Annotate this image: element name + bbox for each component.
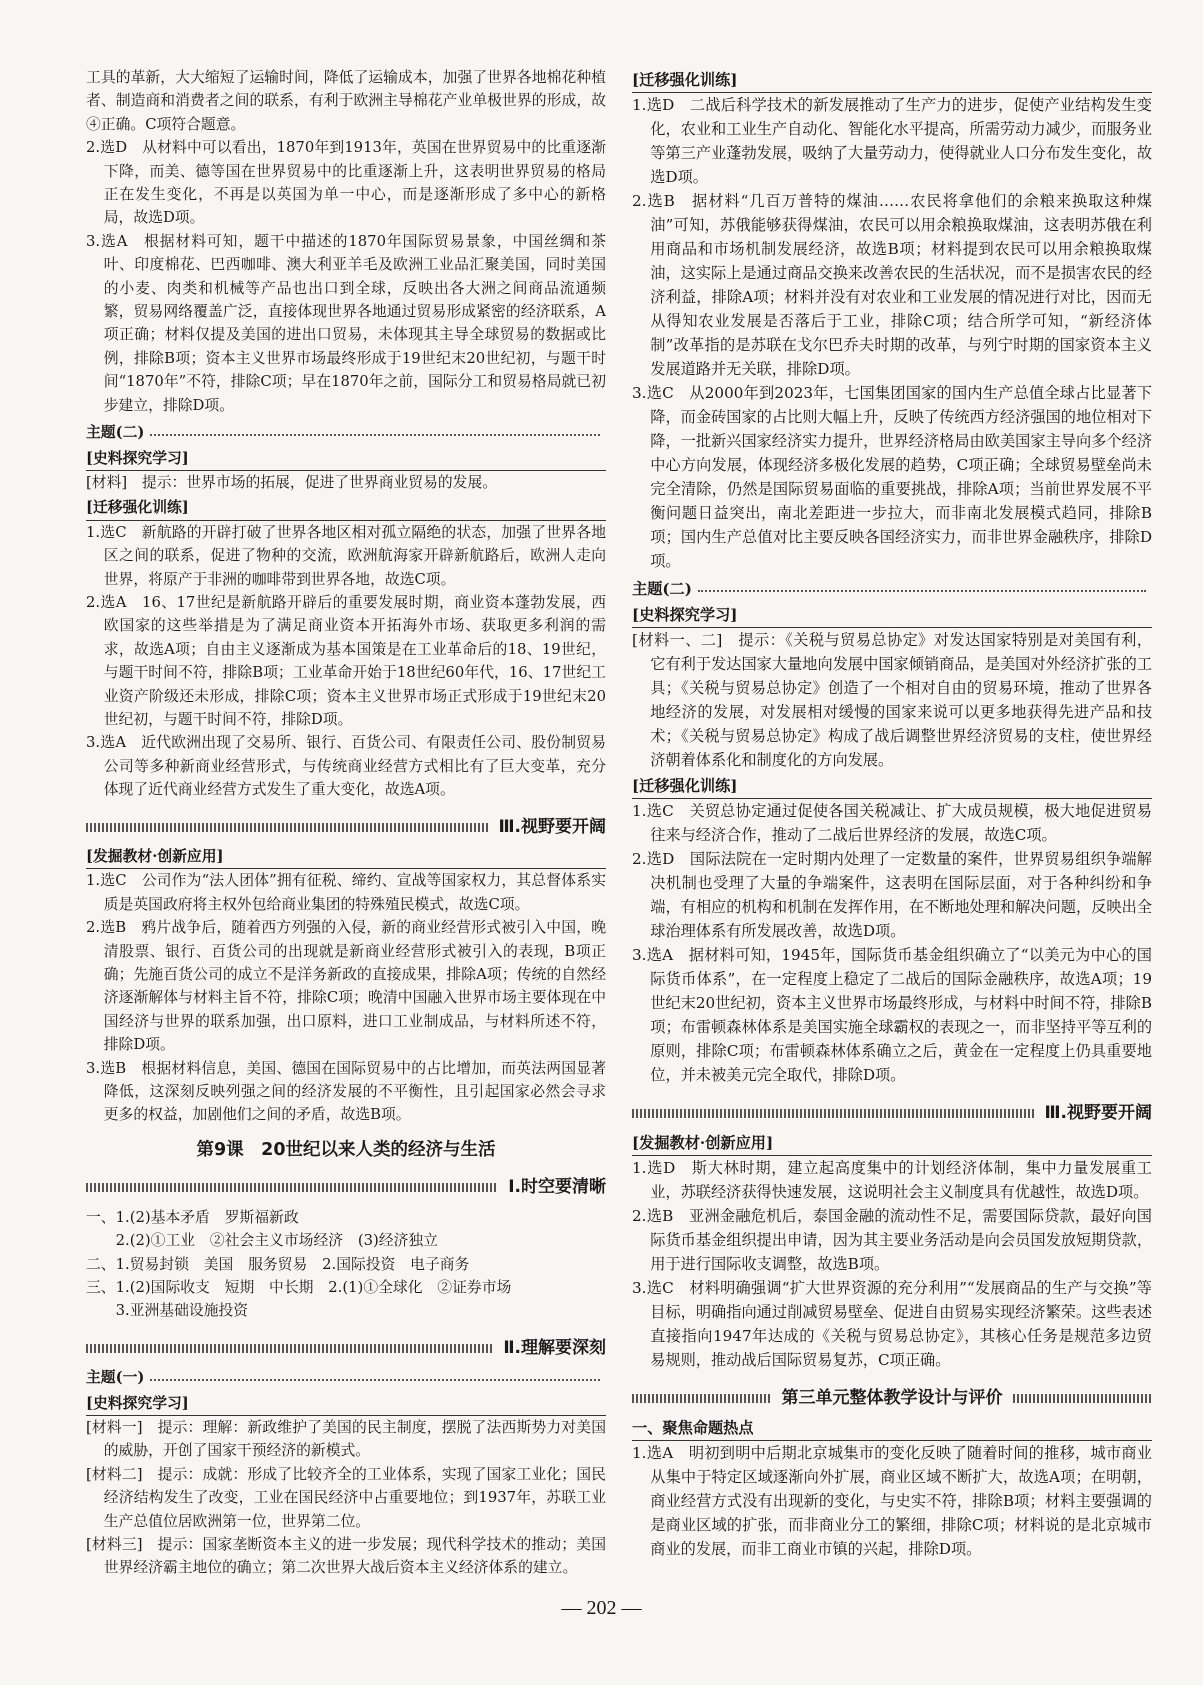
- left-column: [86, 66, 606, 1580]
- answer-item: 2.选A 16、17世纪是新航路开辟后的重要发展时期，商业资本蓬勃发展，西欧国家的这些举措是为了满足商业资本开拓海外市场、获取更多利润的需求，故选A项；自由主义逐渐成为基本国策是在工业革命后的18、19世纪，与题干时间不符，排除B项；工业革命开始于18世纪60年代，16、17世纪工业资产阶级还未形成，排除C项；资本主义世界市场正式形成于19世纪末20世纪初，与题干时间不符，排除D项。: [86, 593, 606, 728]
- answer-item: 1.选D 二战后科学技术的新发展推动了生产力的进步，促使产业结构发生变化，农业和工业生产自动化、智能化水平提高，所需劳动力减少，而服务业等第三产业蓬勃发展，吸纳了大量劳动力，使得就业人口分布发生变化，故选D项。: [632, 96, 1152, 186]
- section-tag: [迁移强化训练]: [632, 774, 1152, 799]
- material-hint: [材料] 提示：世界市场的拓展，促进了世界商业贸易的发展。: [86, 473, 498, 491]
- theme-heading: 主题(二): [632, 577, 1152, 601]
- section-tag: [发掘教材·创新应用]: [86, 845, 606, 869]
- dotted-rule: [150, 1379, 600, 1381]
- dotted-rule: [698, 590, 1146, 592]
- page-number: — 202 —: [561, 1597, 642, 1619]
- answer-item: 1.选C 关贸总协定通过促使各国关税减让、扩大成员规模，极大地促进贸易往来与经济合作，推动了二战后世界经济的发展，故选C项。: [632, 802, 1152, 844]
- answer-item: 2.选B 亚洲金融危机后，泰国金融的流动性不足，需要国际贷款，最好向国际货币基金组织提出申请，因为其主要业务活动是向会员国发放短期贷款，用于进行国际收支调整，故选B项。: [632, 1207, 1152, 1273]
- fill-answer: 二、1.贸易封锁 美国 服务贸易 2.国际投资 电子商务: [86, 1255, 470, 1273]
- answer-continuation: 工具的革新，大大缩短了运输时间，降低了运输成本，加强了世界各地棉花种植者、制造商和消费者之间的联系，有利于欧洲主导棉花产业单极世界的形成，故④正确。C项符合题意。: [86, 69, 606, 133]
- fill-answer: 2.(2)①工业 ②社会主义市场经济 (3)经济独立: [86, 1232, 438, 1250]
- unit-heading: 第三单元整体教学设计与评价: [632, 1386, 1152, 1410]
- answer-item: 1.选C 公司作为“法人团体”拥有征税、缔约、宣战等国家权力，其总督体系实质是英国政府将主权外包给商业集团的特殊殖民模式，故选C项。: [86, 872, 606, 913]
- hatched-bar: [86, 1183, 498, 1192]
- hatched-bar: [1013, 1394, 1153, 1403]
- hatched-bar: [86, 1344, 493, 1353]
- material-hint: [材料二] 提示：成就：形成了比较齐全的工业体系，实现了国家工业化；国民经济结构发生了改变，工业在国民经济中占重要地位；到1937年，苏联工业生产总值位居欧洲第一位，世界第二位。: [86, 1465, 606, 1530]
- theme-heading: 主题(一): [86, 1366, 606, 1389]
- answer-item: 2.选D 从材料中可以看出，1870年到1913年，英国在世界贸易中的比重逐渐下降，而美、德等国在世界贸易中的比重逐渐上升，这表明世界贸易的格局正在发生变化，不再是以英国为单一中心，而是逐渐形成了多中心的新格局，故选D项。: [86, 139, 606, 227]
- section-tag: [迁移强化训练]: [86, 496, 606, 520]
- dotted-rule: [150, 434, 600, 436]
- section-heading: Ⅱ.理解要深刻: [86, 1337, 606, 1360]
- section-heading: Ⅲ.视野要开阔: [632, 1101, 1152, 1125]
- answer-item: 2.选B 鸦片战争后，随着西方列强的入侵，新的商业经营形式被引入中国，晚清股票、银行、百货公司的出现就是新商业经营形式被引入的表现，B项正确；先施百货公司的成立不是洋务新政的直接成果，排除A项；传统的自然经济逐渐解体与材料主旨不符，排除C项；晚清中国融入世界市场主要体现在中国经济与世界的联系加强，出口原料，进口工业制成品，与材料所述不符，排除D项。: [86, 919, 606, 1054]
- answer-item: 2.选D 国际法院在一定时期内处理了一定数量的案件，世界贸易组织争端解决机制也受理了大量的争端案件，这表明在国际层面，对于各种纠纷和争端，有相应的机构和机制在发挥作用，在不断地处理和解决问题，反映出全球治理体系有所发展改善，故选D项。: [632, 850, 1152, 940]
- answer-item: 3.选A 近代欧洲出现了交易所、银行、百货公司、有限责任公司、股份制贸易公司等多种新商业经营形式，与传统商业经营方式相比有了巨大变革，充分体现了近代商业经营方式发生了重大变化，故选A项。: [86, 734, 606, 799]
- section-heading: Ⅲ.视野要开阔: [86, 816, 606, 839]
- hatched-bar: [632, 1394, 772, 1403]
- material-hint: [材料一] 提示：理解：新政维护了美国的民主制度，摆脱了法西斯势力对美国的威胁，开创了国家干预经济的新模式。: [86, 1418, 606, 1460]
- subsection-tag: 一、聚焦命题热点: [632, 1416, 1152, 1441]
- material-hint: [材料三] 提示：国家垄断资本主义的进一步发展；现代科学技术的推动；美国世界经济霸主地位的确立；第二次世界大战后资本主义经济体系的建立。: [86, 1535, 606, 1577]
- section-tag: [史料探究学习]: [86, 1392, 606, 1416]
- fill-answer: 3.亚洲基础设施投资: [86, 1302, 249, 1320]
- fill-answer: 一、1.(2)基本矛盾 罗斯福新政: [86, 1208, 299, 1226]
- section-heading: Ⅰ.时空要清晰: [86, 1176, 606, 1199]
- lesson-title: 第9课 20世纪以来人类的经济与生活: [196, 1139, 496, 1160]
- section-tag: [迁移强化训练]: [632, 68, 1152, 93]
- section-tag: [发掘教材·创新应用]: [632, 1131, 1152, 1156]
- answer-item: 2.选B 据材料“几百万普特的煤油……农民将拿他们的余粮来换取这种煤油”可知，苏俄能够获得煤油，农民可以用余粮换取煤油，这表明苏俄在利用商品和市场机制发展经济，故选B项；材料提到农民可以用余粮换取煤油，这实际上是通过商品交换来改善农民的生活状况，而不是损害农民的经济利益，排除A项；材料并没有对农业和工业发展的情况进行对比，因而无从得知农业发展是否落后于工业，排除C项；结合所学可知，“新经济体制”改革指的是苏联在戈尔巴乔夫时期的改革，与列宁时期的国家资本主义发展道路并无关联，排除D项。: [632, 192, 1152, 378]
- answer-item: 3.选A 根据材料可知，题干中描述的1870年国际贸易景象，中国丝绸和茶叶、印度棉花、巴西咖啡、澳大利亚羊毛及欧洲工业品汇聚美国，同时美国的小麦、肉类和机械等产品也出口到全球，反映出各大洲之间商品流通频繁，贸易网络覆盖广泛，直接体现世界各地通过贸易形成紧密的经济联系，A项正确；材料仅提及美国的进出口贸易，未体现其主导全球贸易的数据或比例，排除B项；资本主义世界市场最终形成于19世纪末20世纪初，与题干时间“1870年”不符，排除C项；早在1870年之前，国际分工和贸易格局就已初步建立，排除D项。: [86, 232, 606, 414]
- answer-item: 3.选A 据材料可知，1945年，国际货币基金组织确立了“以美元为中心的国际货币体系”，在一定程度上稳定了二战后的国际金融秩序，故选A项；19世纪末20世纪初，资本主义世界市场最终形成，与材料中时间不符，排除B项；布雷顿森林体系是美国实施全球霸权的表现之一，而非坚持平等互利的原则，排除C项；布雷顿森林体系确立之后，黄金在一定程度上仍具重要地位，并未被美元完全取代，排除D项。: [632, 946, 1152, 1084]
- right-column: [632, 66, 1152, 1561]
- answer-item: 3.选C 从2000年到2023年，七国集团国家的国内生产总值全球占比显著下降，而金砖国家的占比则大幅上升，反映了传统西方经济强国的地位相对下降，一批新兴国家经济实力提升，世界经济格局由欧美国家主导向多个经济中心方向发展，体现经济多极化发展的趋势，C项正确；全球贸易壁垒尚未完全清除，仍然是国际贸易面临的重要挑战，排除A项；当前世界发展不平衡问题日益突出，南北差距进一步拉大，而非南北发展模式趋同，排除B项；国内生产总值对比主要反映各国经济实力，而非世界金融秩序，排除D项。: [632, 384, 1152, 570]
- hatched-bar: [632, 1109, 1034, 1118]
- answer-item: 3.选C 材料明确强调“扩大世界资源的充分利用”“发展商品的生产与交换”等目标，明确指向通过削减贸易壁垒、促进自由贸易实现经济繁荣。这些表述直接指向1947年达成的《关税与贸易总协定》，其核心任务是规范多边贸易规则，推动战后国际贸易复苏，C项正确。: [632, 1279, 1152, 1369]
- hatched-bar: [86, 823, 488, 832]
- answer-item: 1.选A 明初到明中后期北京城集市的变化反映了随着时间的推移，城市商业从集中于特定区域逐渐向外扩展，商业区域不断扩大，故选A项；在明朝，商业经营方式没有出现新的变化，与史实不符，排除B项；材料主要强调的是商业区域的扩张，而非商业分工的繁细，排除C项；材料说的是北京城市商业的发展，而非工商业市镇的兴起，排除D项。: [632, 1444, 1152, 1558]
- section-tag: [史料探究学习]: [632, 603, 1152, 628]
- fill-answer: 三、1.(2)国际收支 短期 中长期 2.(1)①全球化 ②证券市场: [86, 1278, 512, 1296]
- material-hint: [材料一、二] 提示：《关税与贸易总协定》对发达国家特别是对美国有利，它有利于发达国家大量地向发展中国家倾销商品，是美国对外经济扩张的工具；《关税与贸易总协定》创造了一个相对自由的贸易环境，推动了世界各地经济的发展，对发展相对缓慢的国家来说可以更多地获得先进产品和技术；《关税与贸易总协定》构成了战后调整世界经济贸易的支柱，使世界经济朝着体系化和制度化的方向发展。: [632, 631, 1152, 769]
- theme-heading: 主题(二): [86, 421, 606, 444]
- answer-item: 3.选B 根据材料信息，美国、德国在国际贸易中的占比增加，而英法两国显著降低，这深刻反映列强之间的经济发展的不平衡性，且引起国家必然会寻求更多的权益，加剧他们之间的矛盾，故选B项。: [86, 1059, 606, 1124]
- answer-item: 1.选C 新航路的开辟打破了世界各地区相对孤立隔绝的状态，加强了世界各地区之间的联系，促进了物种的交流，欧洲航海家开辟新航路后，欧洲人走向世界，将原产于非洲的咖啡带到世界各地，故选C项。: [86, 523, 606, 588]
- section-tag: [史料探究学习]: [86, 447, 606, 471]
- answer-item: 1.选D 斯大林时期，建立起高度集中的计划经济体制，集中力量发展重工业，苏联经济获得快速发展，这说明社会主义制度具有优越性，故选D项。: [632, 1159, 1152, 1201]
